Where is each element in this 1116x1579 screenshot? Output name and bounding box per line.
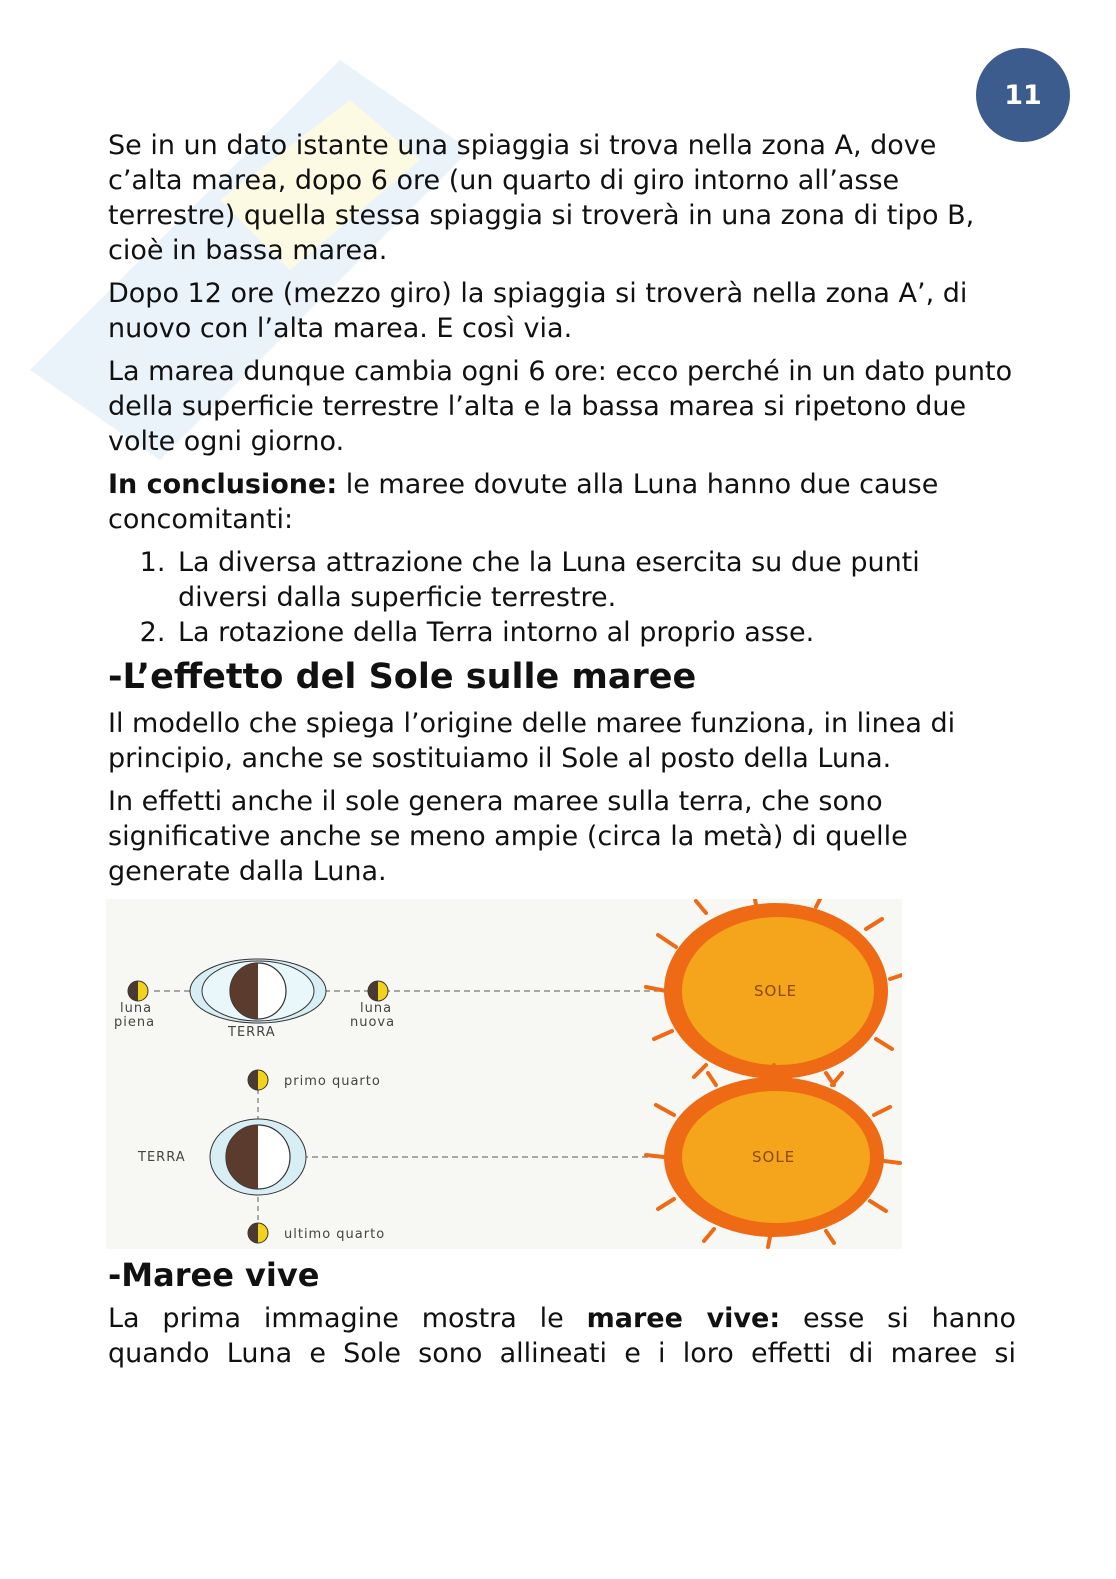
label-luna-piena-2: piena — [114, 1015, 156, 1030]
moon-full-icon — [128, 981, 148, 1001]
paragraph-5: Il modello che spiega l’origine delle maree funziona, in linea di principio, anche se sostituiamo il Sole al posto della Luna. — [108, 708, 956, 774]
label-terra-bottom: TERRA — [138, 1150, 186, 1165]
earth-neap-icon — [210, 1119, 306, 1195]
p7-bold: maree vive: — [586, 1303, 781, 1334]
paragraph-conclusion — [108, 467, 1016, 537]
label-terra-top: TERRA — [228, 1025, 276, 1040]
moon-new-icon — [368, 981, 388, 1001]
paragraph-1: Se in un dato istante una spiaggia si trova nella zona A, dove c’alta marea, dopo 6 ore (un quarto di giro intorno all’asse terrestre) quella stessa spiaggia si troverà in una zona di tipo B, cioè in bassa marea. — [108, 130, 975, 266]
label-luna-piena-1: luna — [120, 1001, 153, 1016]
list-item: 2. La rotazione della Terra intorno al proprio asse. — [174, 615, 1016, 650]
paragraph-3: La marea dunque cambia ogni 6 ore: ecco perché in un dato punto della superficie terrestre l’alta e la bassa marea si ripetono due volte ogni giorno. — [108, 356, 1013, 457]
list-item: 1. La diversa attrazione che la Luna esercita su due punti diversi dalla superficie terrestre. — [174, 545, 1016, 615]
label-luna-nuova-1: luna — [360, 1001, 393, 1016]
conclusion-text: le maree dovute alla Luna hanno due cause concomitanti: — [108, 469, 939, 535]
label-ultimo-quarto: ultimo quarto — [284, 1227, 386, 1242]
moon-last-quarter-icon — [248, 1223, 268, 1243]
p7-line1-end: esse si hanno — [780, 1303, 1016, 1334]
paragraph-7-line-2: quando Luna e Sole sono allineati e i loro effetti di maree si — [108, 1338, 1016, 1369]
label-luna-nuova-2: nuova — [350, 1015, 396, 1030]
tides-diagram — [106, 899, 902, 1249]
paragraph-7-line-1 — [108, 1301, 1016, 1336]
paragraph-2: Dopo 12 ore (mezzo giro) la spiaggia si troverà nella zona A’, di nuovo con l’alta marea. E così via. — [108, 278, 968, 344]
causes-list — [108, 545, 1016, 650]
earth-spring-icon — [190, 959, 326, 1023]
moon-first-quarter-icon — [248, 1070, 268, 1090]
section-heading-spring-tides: -Maree vive — [108, 1256, 320, 1294]
page-number: 11 — [1004, 79, 1042, 111]
page-content — [108, 128, 1016, 1371]
paragraph-6: In effetti anche il sole genera maree sulla terra, che sono significative anche se meno ampie (circa la metà) di quelle generate dalla Luna. — [108, 786, 908, 887]
section-heading-sun-effect: -L’effetto del Sole sulle maree — [108, 657, 697, 697]
label-primo-quarto: primo quarto — [284, 1074, 381, 1089]
label-sole-top: SOLE — [754, 982, 798, 1000]
p7-start: La prima immagine mostra le — [108, 1303, 587, 1334]
conclusion-label: In conclusione: — [108, 469, 338, 500]
label-sole-bottom: SOLE — [752, 1148, 796, 1166]
